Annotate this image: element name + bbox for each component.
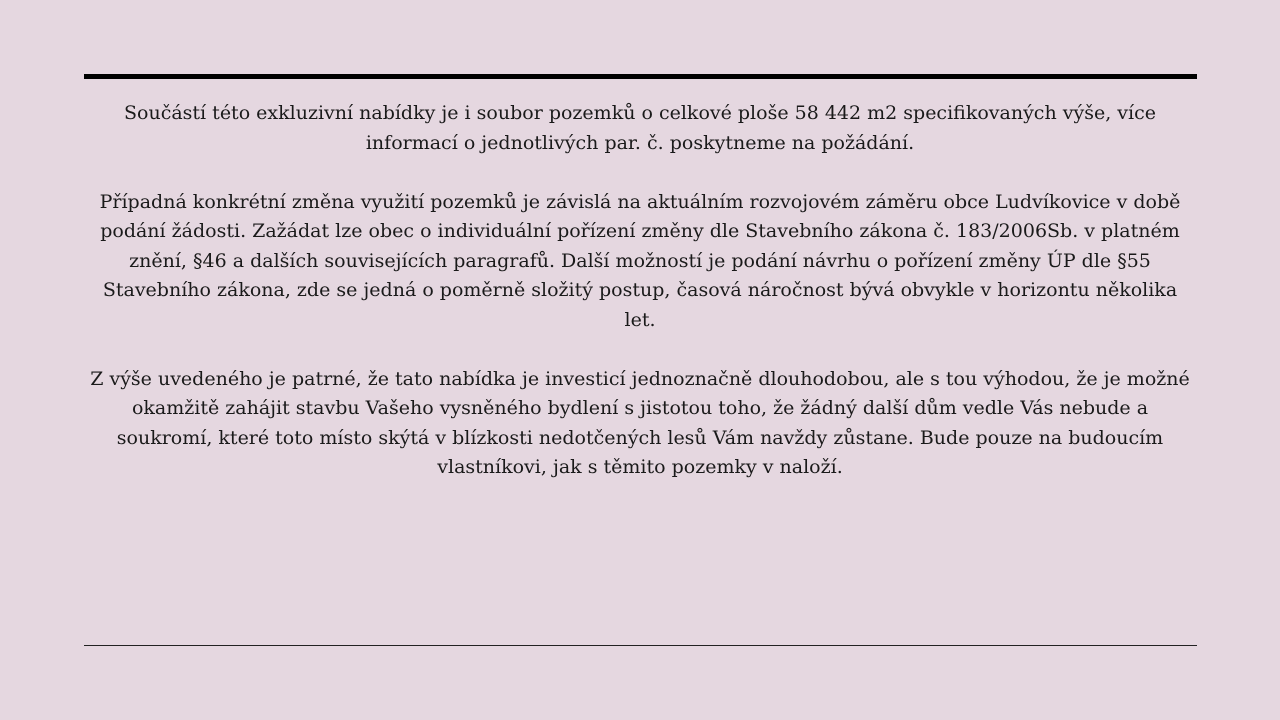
bottom-divider (84, 645, 1197, 646)
paragraph-land-offer: Součástí této exkluzivní nabídky je i soubor pozemků o celkové ploše 58 442 m2 specifikovaných výše, více informací o jednotlivých par. č. poskytneme na požádání. (124, 102, 1156, 154)
slide-body (90, 99, 1190, 512)
paragraph-investment: Z výše uvedeného je patrné, že tato nabídka je investicí jednoznačně dlouhodobou, ale s tou výhodou, že je možné okamžitě zahájit stavbu Vašeho vysněného bydlení s jistotou toho, že žádný další dům vedle Vás nebude a soukromí, které toto místo skýtá v blízkosti nedotčených lesů Vám navždy zůstane. Bude pouze na budoucím vlastníkovi, jak s těmito pozemky v naloží. (90, 367, 1190, 478)
top-divider (84, 74, 1197, 79)
paragraph-zoning-change: Případná konkrétní změna využití pozemků je závislá na aktuálním rozvojovém záměru obce Ludvíkovice v době podání žádosti. Zažádat lze obec o individuální pořízení změny dle Stavebního zákona č. 183/2006Sb. v platném znění, §46 a dalších souvisejících paragrafů. Další možností je podání návrhu o pořízení změny ÚP dle §55 Stavebního zákona, zde se jedná o poměrně složitý postup, časová náročnost bývá obvykle v horizontu několika let. (99, 190, 1181, 331)
